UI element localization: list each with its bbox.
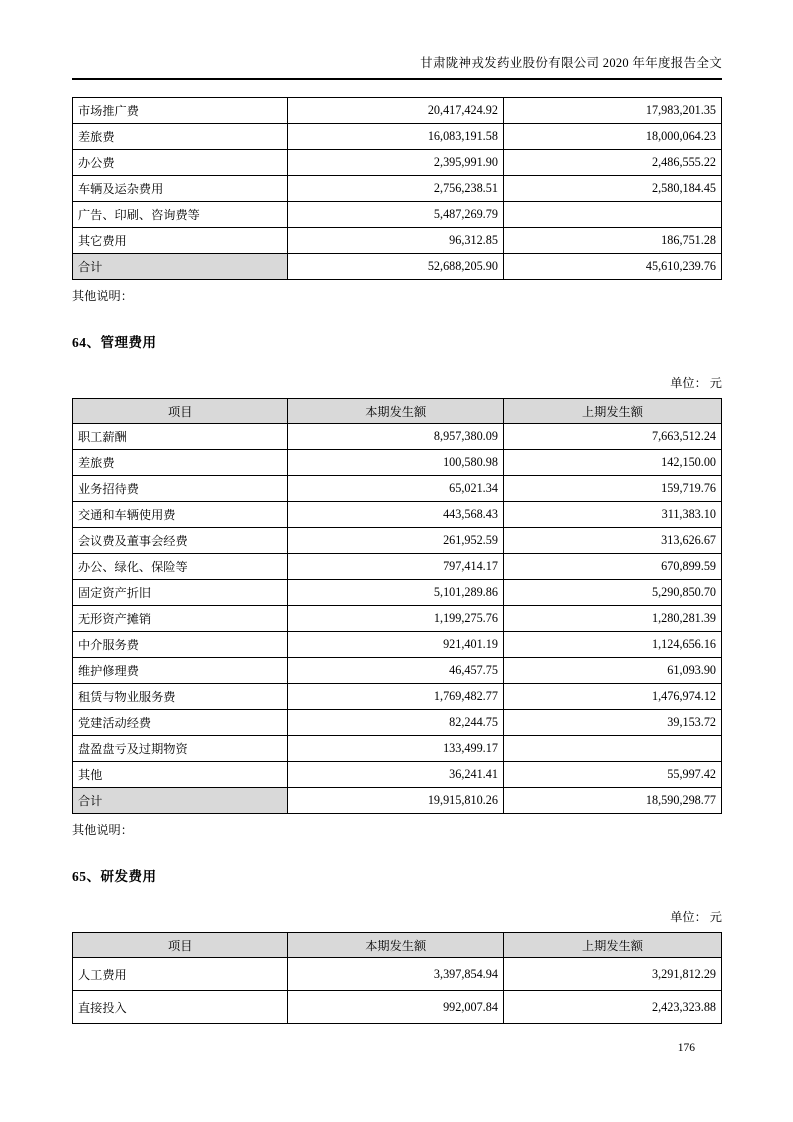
- table-row: [73, 124, 722, 150]
- table-row: [73, 528, 722, 554]
- table-row: [73, 424, 722, 450]
- item-label-cell: 会议费及董事会经费: [73, 528, 288, 554]
- report-header: [72, 0, 722, 80]
- current-amount-cell: 65,021.34: [288, 476, 503, 502]
- current-amount-cell: 1,199,275.76: [288, 606, 503, 632]
- current-amount-cell: 100,580.98: [288, 450, 503, 476]
- prior-amount-cell: 2,580,184.45: [503, 176, 721, 202]
- rd-expense-table: [72, 932, 722, 1024]
- column-header-item: 项目: [73, 399, 288, 424]
- item-label-cell: 人工费用: [73, 958, 288, 991]
- prior-amount-cell: 1,476,974.12: [503, 684, 721, 710]
- current-amount-cell: 96,312.85: [288, 228, 503, 254]
- table-row: [73, 710, 722, 736]
- item-label-cell: 广告、印刷、咨询费等: [73, 202, 288, 228]
- current-amount-cell: 82,244.75: [288, 710, 503, 736]
- item-label-cell: 车辆及运杂费用: [73, 176, 288, 202]
- section-title-64: 64、管理费用: [72, 335, 157, 350]
- item-label-cell: 租赁与物业服务费: [73, 684, 288, 710]
- current-amount-cell: 16,083,191.58: [288, 124, 503, 150]
- current-amount-cell: 52,688,205.90: [288, 254, 503, 280]
- total-row: [73, 788, 722, 814]
- current-amount-cell: 133,499.17: [288, 736, 503, 762]
- table-row: [73, 98, 722, 124]
- column-header-prior: 上期发生额: [503, 399, 721, 424]
- prior-amount-cell: 159,719.76: [503, 476, 721, 502]
- current-amount-cell: 797,414.17: [288, 554, 503, 580]
- current-amount-cell: 8,957,380.09: [288, 424, 503, 450]
- unit-label: 单位： 元: [670, 376, 722, 390]
- prior-amount-cell: 1,124,656.16: [503, 632, 721, 658]
- current-amount-cell: 1,769,482.77: [288, 684, 503, 710]
- prior-amount-cell: 670,899.59: [503, 554, 721, 580]
- prior-amount-cell: 7,663,512.24: [503, 424, 721, 450]
- total-row: [73, 254, 722, 280]
- item-label-cell: 其它费用: [73, 228, 288, 254]
- table-row: [73, 476, 722, 502]
- prior-amount-cell: 1,280,281.39: [503, 606, 721, 632]
- current-amount-cell: 3,397,854.94: [288, 958, 503, 991]
- table-row: [73, 658, 722, 684]
- item-label-cell: 其他: [73, 762, 288, 788]
- prior-amount-cell: 61,093.90: [503, 658, 721, 684]
- prior-amount-cell: 186,751.28: [503, 228, 721, 254]
- prior-amount-cell: 2,486,555.22: [503, 150, 721, 176]
- item-label-cell: 维护修理费: [73, 658, 288, 684]
- prior-amount-cell: 311,383.10: [503, 502, 721, 528]
- prior-amount-cell: 18,590,298.77: [503, 788, 721, 814]
- item-label-cell: 市场推广费: [73, 98, 288, 124]
- current-amount-cell: 46,457.75: [288, 658, 503, 684]
- table-row: [73, 502, 722, 528]
- item-label-cell: 业务招待费: [73, 476, 288, 502]
- item-label-cell: 无形资产摊销: [73, 606, 288, 632]
- current-amount-cell: 992,007.84: [288, 991, 503, 1024]
- page-number: 176: [677, 1042, 695, 1054]
- table-row: [73, 202, 722, 228]
- item-label-cell: 办公费: [73, 150, 288, 176]
- other-note: 其他说明：: [72, 289, 133, 303]
- current-amount-cell: 2,756,238.51: [288, 176, 503, 202]
- current-amount-cell: 921,401.19: [288, 632, 503, 658]
- selling-expense-table: [72, 97, 722, 280]
- current-amount-cell: 443,568.43: [288, 502, 503, 528]
- prior-amount-cell: 313,626.67: [503, 528, 721, 554]
- table-row: [73, 554, 722, 580]
- current-amount-cell: 261,952.59: [288, 528, 503, 554]
- table-row: [73, 958, 722, 991]
- column-header-current: 本期发生额: [288, 399, 503, 424]
- prior-amount-cell: [503, 736, 721, 762]
- current-amount-cell: 36,241.41: [288, 762, 503, 788]
- item-label-cell: 直接投入: [73, 991, 288, 1024]
- other-note: 其他说明：: [72, 823, 133, 837]
- item-label-cell: 办公、绿化、保险等: [73, 554, 288, 580]
- table-header-row: [73, 399, 722, 424]
- prior-amount-cell: [503, 202, 721, 228]
- item-label-cell: 差旅费: [73, 450, 288, 476]
- unit-label: 单位： 元: [670, 910, 722, 924]
- current-amount-cell: 5,487,269.79: [288, 202, 503, 228]
- item-label-cell: 交通和车辆使用费: [73, 502, 288, 528]
- prior-amount-cell: 18,000,064.23: [503, 124, 721, 150]
- prior-amount-cell: 5,290,850.70: [503, 580, 721, 606]
- table-row: [73, 176, 722, 202]
- current-amount-cell: 2,395,991.90: [288, 150, 503, 176]
- column-header-current: 本期发生额: [288, 933, 503, 958]
- column-header-item: 项目: [73, 933, 288, 958]
- table-row: [73, 450, 722, 476]
- item-label-cell: 差旅费: [73, 124, 288, 150]
- prior-amount-cell: 17,983,201.35: [503, 98, 721, 124]
- prior-amount-cell: 3,291,812.29: [503, 958, 721, 991]
- current-amount-cell: 19,915,810.26: [288, 788, 503, 814]
- table-row: [73, 684, 722, 710]
- table-row: [73, 150, 722, 176]
- prior-amount-cell: 39,153.72: [503, 710, 721, 736]
- table-row: [73, 606, 722, 632]
- table-row: [73, 991, 722, 1024]
- report-title: 甘肃陇神戎发药业股份有限公司 2020 年年度报告全文: [420, 56, 722, 70]
- prior-amount-cell: 2,423,323.88: [503, 991, 721, 1024]
- item-label-cell: 合计: [73, 788, 288, 814]
- section-title-65: 65、研发费用: [72, 869, 157, 884]
- item-label-cell: 盘盈盘亏及过期物资: [73, 736, 288, 762]
- admin-expense-table: [72, 398, 722, 814]
- item-label-cell: 党建活动经费: [73, 710, 288, 736]
- table-header-row: [73, 933, 722, 958]
- item-label-cell: 职工薪酬: [73, 424, 288, 450]
- item-label-cell: 固定资产折旧: [73, 580, 288, 606]
- item-label-cell: 中介服务费: [73, 632, 288, 658]
- column-header-prior: 上期发生额: [503, 933, 721, 958]
- table-row: [73, 762, 722, 788]
- table-row: [73, 580, 722, 606]
- prior-amount-cell: 55,997.42: [503, 762, 721, 788]
- prior-amount-cell: 142,150.00: [503, 450, 721, 476]
- prior-amount-cell: 45,610,239.76: [503, 254, 721, 280]
- table-row: [73, 228, 722, 254]
- item-label-cell: 合计: [73, 254, 288, 280]
- table-row: [73, 632, 722, 658]
- table-row: [73, 736, 722, 762]
- current-amount-cell: 20,417,424.92: [288, 98, 503, 124]
- current-amount-cell: 5,101,289.86: [288, 580, 503, 606]
